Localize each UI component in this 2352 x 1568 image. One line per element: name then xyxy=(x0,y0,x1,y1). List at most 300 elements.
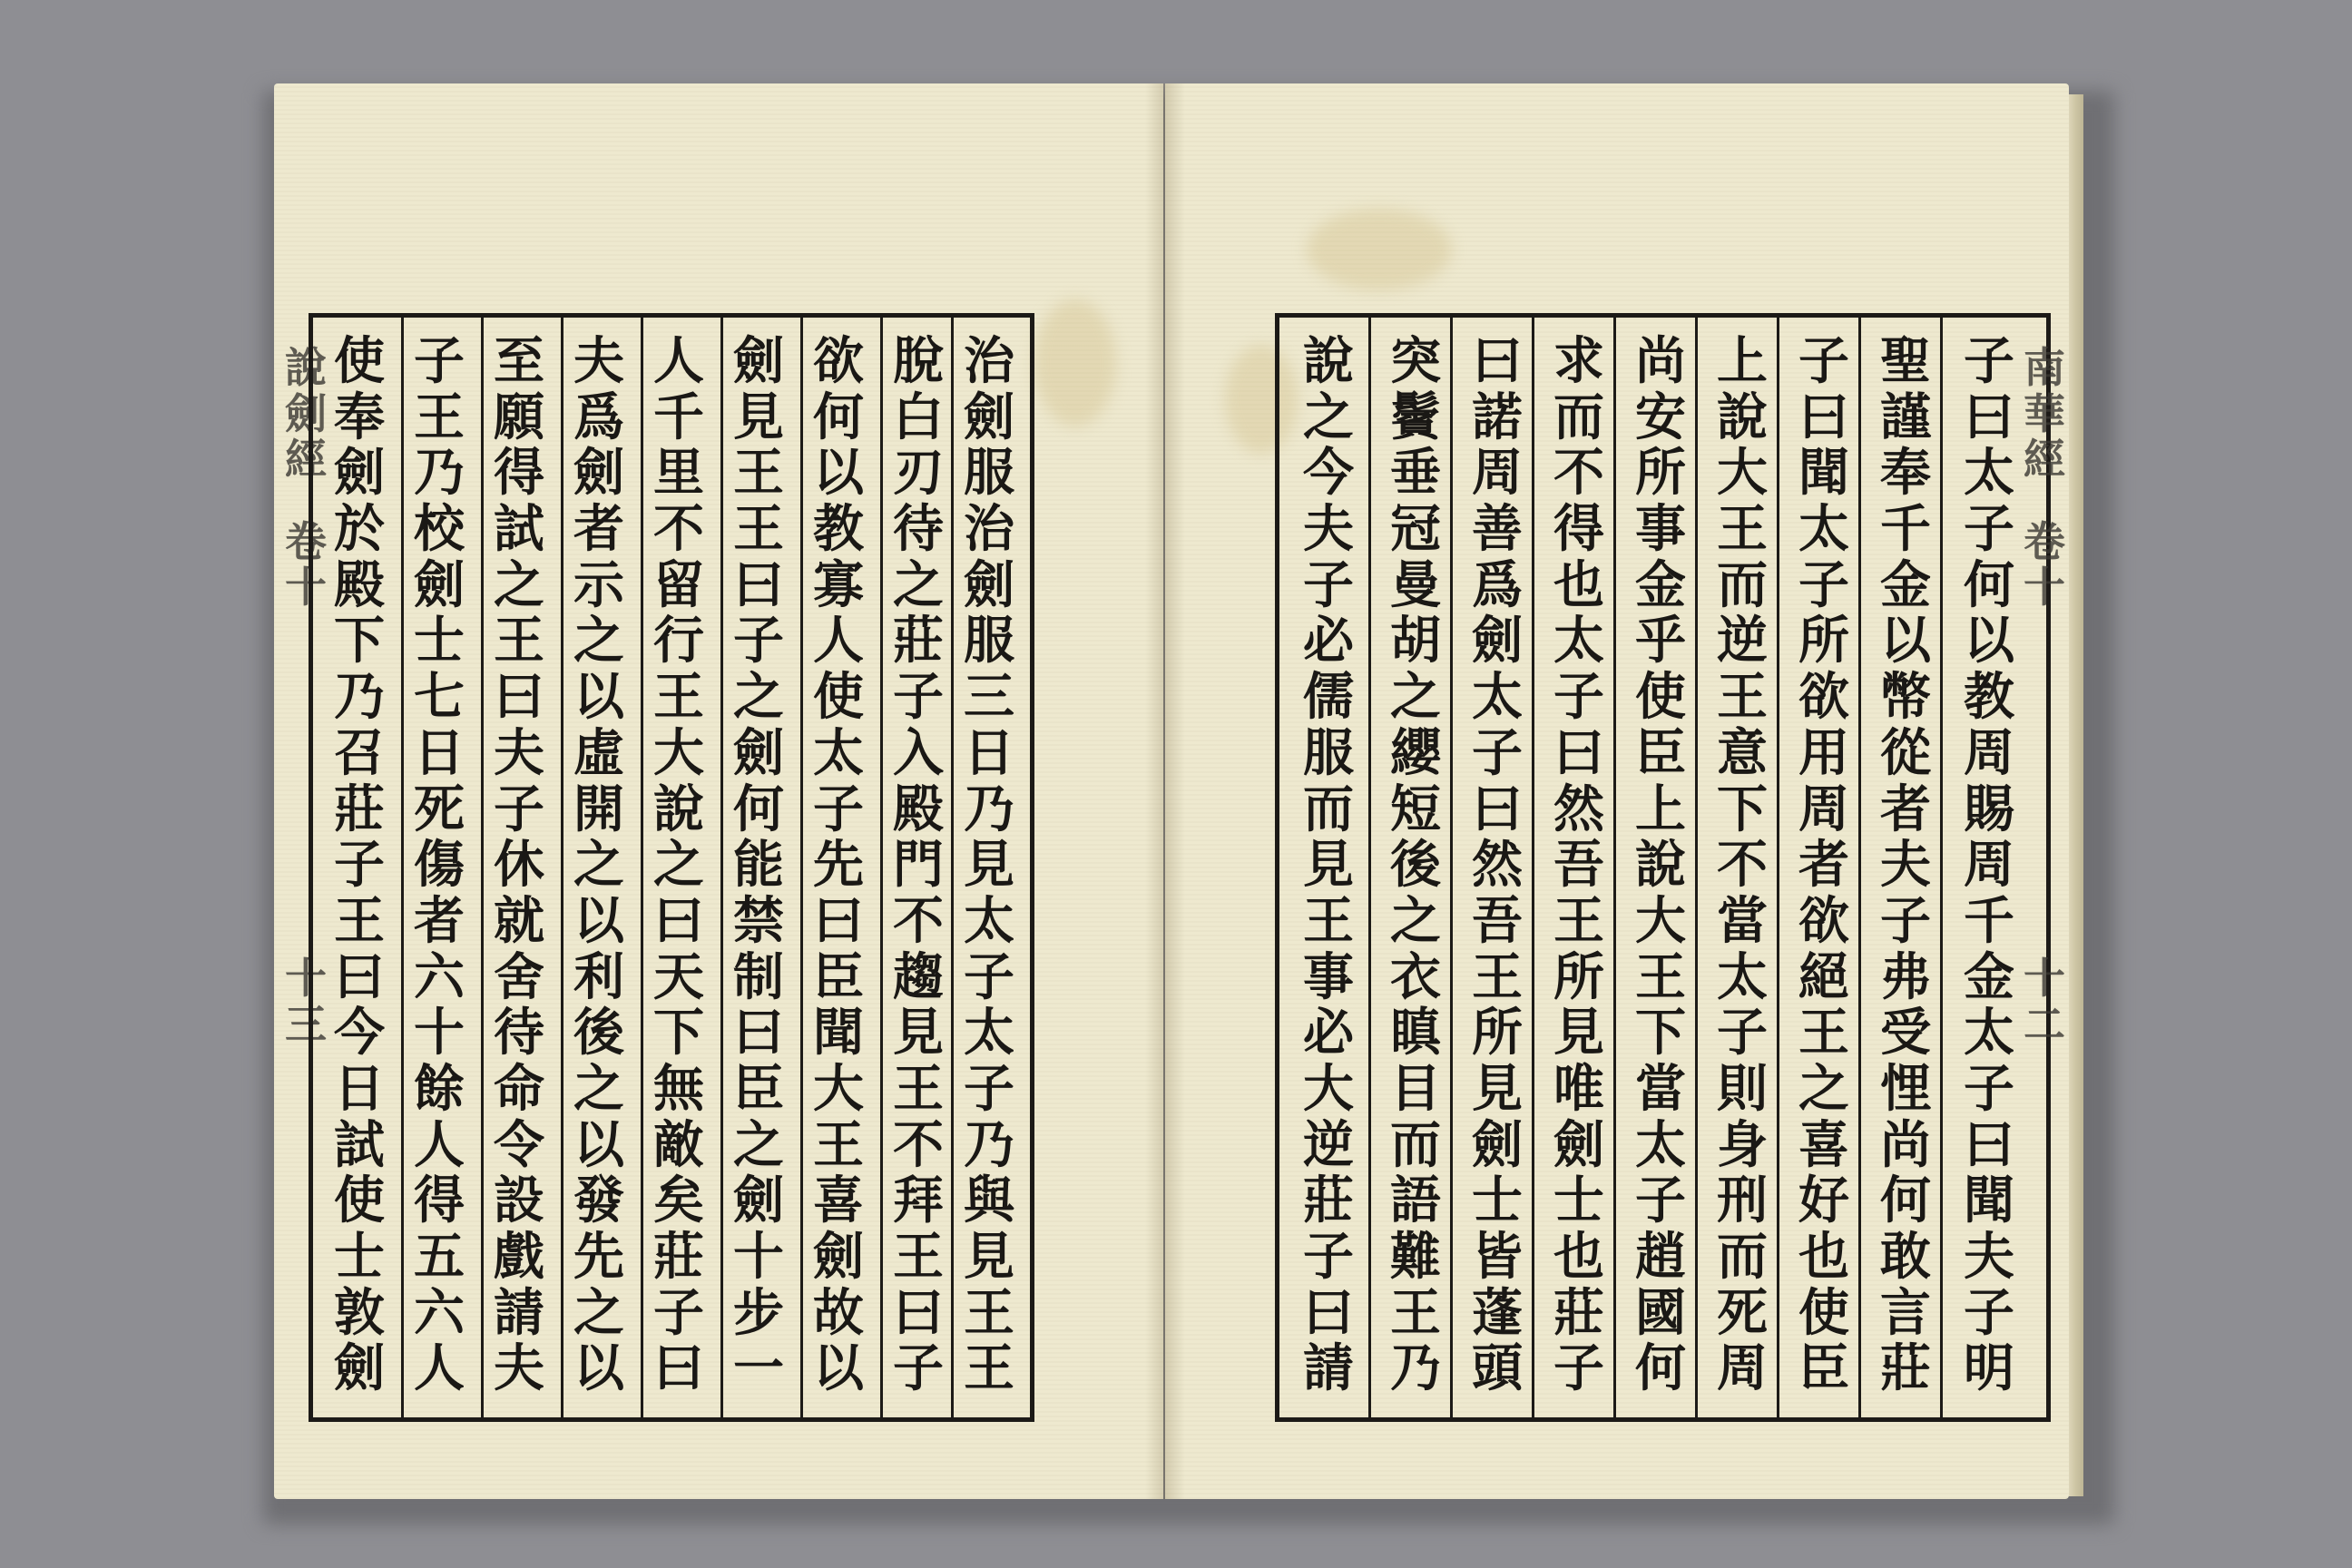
text-glyph: 制 xyxy=(733,946,784,1007)
text-glyph: 乃 xyxy=(964,1114,1014,1175)
text-glyph: 一 xyxy=(733,1338,784,1399)
text-glyph: 不 xyxy=(893,1114,944,1175)
text-glyph: 趨 xyxy=(893,946,944,1007)
text-glyph: 王 xyxy=(1635,946,1686,1007)
text-glyph: 士 xyxy=(1472,1171,1523,1231)
text-glyph: 突 xyxy=(1390,331,1441,391)
text-glyph: 說 xyxy=(1303,331,1354,391)
text-column xyxy=(325,331,394,1399)
text-glyph: 幣 xyxy=(1880,667,1931,728)
text-glyph: 夫 xyxy=(573,331,624,391)
text-glyph: 而 xyxy=(1303,779,1354,839)
column-rule xyxy=(1940,318,1943,1417)
text-glyph: 太 xyxy=(1472,667,1523,728)
text-glyph: 人 xyxy=(653,331,704,391)
text-column xyxy=(1789,331,1858,1399)
text-glyph: 用 xyxy=(1798,722,1849,783)
text-glyph: 見 xyxy=(1553,1003,1604,1063)
text-glyph: 劍 xyxy=(573,443,624,504)
text-glyph: 脫 xyxy=(893,331,944,391)
text-glyph: 好 xyxy=(1798,1171,1849,1231)
text-glyph: 何 xyxy=(1964,554,2014,615)
text-glyph: 曰 xyxy=(813,890,864,951)
column-rule xyxy=(1450,318,1453,1417)
text-glyph: 金 xyxy=(1964,946,2014,1007)
text-glyph: 垂 xyxy=(1390,443,1441,504)
text-glyph: 者 xyxy=(1880,779,1931,839)
text-glyph: 之 xyxy=(893,554,944,615)
text-glyph: 當 xyxy=(1717,890,1768,951)
text-column xyxy=(1626,331,1695,1399)
text-glyph: 入 xyxy=(893,722,944,783)
text-glyph: 之 xyxy=(1303,387,1354,447)
text-glyph: 莊 xyxy=(1880,1338,1931,1399)
text-glyph: 士 xyxy=(1553,1171,1604,1231)
text-glyph: 劍 xyxy=(964,554,1014,615)
text-glyph: 士 xyxy=(334,1227,385,1287)
text-glyph: 之 xyxy=(1390,667,1441,728)
text-glyph: 人 xyxy=(414,1338,465,1399)
text-glyph: 劍 xyxy=(813,1227,864,1287)
text-glyph: 曰 xyxy=(494,667,544,728)
text-column xyxy=(644,331,713,1399)
column-rule xyxy=(720,318,723,1417)
text-glyph: 乃 xyxy=(334,667,385,728)
text-glyph: 傷 xyxy=(414,835,465,896)
text-glyph: 爲 xyxy=(573,387,624,447)
text-glyph: 故 xyxy=(813,1282,864,1343)
text-glyph: 王 xyxy=(334,890,385,951)
column-rule xyxy=(641,318,643,1417)
text-glyph: 纓 xyxy=(1390,722,1441,783)
text-glyph: 太 xyxy=(964,1003,1014,1063)
text-glyph: 子 xyxy=(334,835,385,896)
column-rule xyxy=(561,318,564,1417)
text-column xyxy=(1955,331,2024,1399)
column-rule xyxy=(1613,318,1616,1417)
text-glyph: 劍 xyxy=(334,443,385,504)
text-glyph: 聖 xyxy=(1880,331,1931,391)
text-glyph: 待 xyxy=(494,1003,544,1063)
text-glyph: 敦 xyxy=(334,1282,385,1343)
text-glyph: 使 xyxy=(1635,667,1686,728)
text-glyph: 殿 xyxy=(893,779,944,839)
text-glyph: 而 xyxy=(1390,1114,1441,1175)
text-glyph: 而 xyxy=(1553,387,1604,447)
text-glyph: 下 xyxy=(1635,1003,1686,1063)
column-rule xyxy=(481,318,484,1417)
text-glyph: 曼 xyxy=(1390,554,1441,615)
text-glyph: 乎 xyxy=(1635,611,1686,671)
text-glyph: 子 xyxy=(1553,1338,1604,1399)
text-glyph: 六 xyxy=(414,1282,465,1343)
text-glyph: 以 xyxy=(813,1338,864,1399)
text-glyph: 試 xyxy=(334,1114,385,1175)
text-glyph: 門 xyxy=(893,835,944,896)
text-glyph: 者 xyxy=(414,890,465,951)
text-glyph: 王 xyxy=(1303,890,1354,951)
text-glyph: 莊 xyxy=(653,1227,704,1287)
text-glyph: 至 xyxy=(494,331,544,391)
text-glyph: 拜 xyxy=(893,1171,944,1231)
text-glyph: 王 xyxy=(893,1227,944,1287)
text-glyph: 子 xyxy=(893,667,944,728)
text-glyph: 頭 xyxy=(1472,1338,1523,1399)
text-glyph: 劍 xyxy=(733,331,784,391)
text-glyph: 以 xyxy=(573,667,624,728)
text-glyph: 曰 xyxy=(653,890,704,951)
text-glyph: 所 xyxy=(1553,946,1604,1007)
text-glyph: 何 xyxy=(1635,1338,1686,1399)
text-glyph: 利 xyxy=(573,946,624,1007)
left-text-frame xyxy=(309,313,1034,1422)
paper-stain xyxy=(1034,299,1116,426)
text-column xyxy=(1381,331,1450,1399)
text-glyph: 願 xyxy=(494,387,544,447)
text-glyph: 吾 xyxy=(1472,890,1523,951)
text-glyph: 王 xyxy=(964,1282,1014,1343)
text-glyph: 子 xyxy=(733,611,784,671)
text-glyph: 以 xyxy=(573,890,624,951)
text-glyph: 太 xyxy=(1964,1003,2014,1063)
text-glyph: 子 xyxy=(1635,1171,1686,1231)
text-glyph: 趙 xyxy=(1635,1227,1686,1287)
text-glyph: 敢 xyxy=(1880,1227,1931,1287)
text-column xyxy=(1544,331,1613,1399)
text-glyph: 使 xyxy=(813,667,864,728)
text-glyph: 曰 xyxy=(1553,722,1604,783)
text-column xyxy=(564,331,633,1399)
text-glyph: 與 xyxy=(964,1171,1014,1231)
text-glyph: 劍 xyxy=(1553,1114,1604,1175)
text-glyph: 六 xyxy=(414,946,465,1007)
text-glyph: 里 xyxy=(653,443,704,504)
text-glyph: 千 xyxy=(1964,890,2014,951)
column-rule xyxy=(1858,318,1861,1417)
text-glyph: 天 xyxy=(653,946,704,1007)
text-glyph: 寡 xyxy=(813,554,864,615)
text-glyph: 之 xyxy=(573,611,624,671)
text-glyph: 舍 xyxy=(494,946,544,1007)
text-glyph: 王 xyxy=(494,611,544,671)
text-glyph: 臣 xyxy=(733,1058,784,1119)
text-glyph: 以 xyxy=(573,1114,624,1175)
text-glyph: 金 xyxy=(1880,554,1931,615)
text-glyph: 劍 xyxy=(414,554,465,615)
text-glyph: 諾 xyxy=(1472,387,1523,447)
text-glyph: 欲 xyxy=(1798,890,1849,951)
text-glyph: 後 xyxy=(1390,835,1441,896)
text-glyph: 使 xyxy=(334,1171,385,1231)
text-glyph: 戲 xyxy=(494,1227,544,1287)
text-glyph: 王 xyxy=(813,1114,864,1175)
text-glyph: 不 xyxy=(893,890,944,951)
text-glyph: 爲 xyxy=(1472,554,1523,615)
text-glyph: 也 xyxy=(1798,1227,1849,1287)
text-glyph: 千 xyxy=(1880,499,1931,560)
text-glyph: 見 xyxy=(964,835,1014,896)
text-glyph: 求 xyxy=(1553,331,1604,391)
text-glyph: 吾 xyxy=(1553,835,1604,896)
text-glyph: 請 xyxy=(1303,1338,1354,1399)
text-glyph: 設 xyxy=(494,1171,544,1231)
text-glyph: 劍 xyxy=(733,722,784,783)
text-glyph: 子 xyxy=(1964,1282,2014,1343)
text-glyph: 曰 xyxy=(1798,387,1849,447)
text-glyph: 目 xyxy=(1390,1058,1441,1119)
text-glyph: 必 xyxy=(1303,611,1354,671)
text-column xyxy=(955,331,1024,1399)
column-rule xyxy=(1532,318,1534,1417)
text-glyph: 說 xyxy=(1635,835,1686,896)
text-glyph: 子 xyxy=(893,1338,944,1399)
text-glyph: 之 xyxy=(573,835,624,896)
text-glyph: 子 xyxy=(964,946,1014,1007)
text-glyph: 夫 xyxy=(494,1338,544,1399)
text-glyph: 事 xyxy=(1303,946,1354,1007)
text-glyph: 行 xyxy=(653,611,704,671)
text-column xyxy=(1871,331,1940,1399)
text-glyph: 服 xyxy=(1303,722,1354,783)
text-glyph: 步 xyxy=(733,1282,784,1343)
text-glyph: 王 xyxy=(1472,946,1523,1007)
text-glyph: 無 xyxy=(653,1058,704,1119)
text-glyph: 子 xyxy=(1880,890,1931,951)
text-glyph: 下 xyxy=(334,611,385,671)
text-glyph: 大 xyxy=(813,1058,864,1119)
text-glyph: 矣 xyxy=(653,1171,704,1231)
text-glyph: 之 xyxy=(653,835,704,896)
text-glyph: 不 xyxy=(1717,835,1768,896)
text-glyph: 今 xyxy=(1303,443,1354,504)
text-glyph: 夫 xyxy=(1303,499,1354,560)
text-glyph: 子 xyxy=(494,779,544,839)
text-glyph: 周 xyxy=(1717,1338,1768,1399)
text-glyph: 太 xyxy=(1635,1114,1686,1175)
text-glyph: 服 xyxy=(964,611,1014,671)
text-glyph: 衣 xyxy=(1390,946,1441,1007)
text-column xyxy=(1708,331,1777,1399)
text-glyph: 餘 xyxy=(414,1058,465,1119)
text-glyph: 臣 xyxy=(813,946,864,1007)
text-glyph: 治 xyxy=(964,499,1014,560)
text-glyph: 語 xyxy=(1390,1171,1441,1231)
text-glyph: 唯 xyxy=(1553,1058,1604,1119)
text-glyph: 刑 xyxy=(1717,1171,1768,1231)
text-glyph: 何 xyxy=(733,779,784,839)
text-glyph: 所 xyxy=(1472,1003,1523,1063)
text-glyph: 乃 xyxy=(1390,1338,1441,1399)
text-glyph: 善 xyxy=(1472,499,1523,560)
text-glyph: 意 xyxy=(1717,722,1768,783)
text-glyph: 請 xyxy=(494,1282,544,1343)
text-glyph: 休 xyxy=(494,835,544,896)
text-glyph: 事 xyxy=(1635,499,1686,560)
text-glyph: 太 xyxy=(813,722,864,783)
text-glyph: 之 xyxy=(733,667,784,728)
text-glyph: 必 xyxy=(1303,1003,1354,1063)
text-glyph: 子 xyxy=(1303,554,1354,615)
text-glyph: 日 xyxy=(334,1058,385,1119)
text-glyph: 逆 xyxy=(1717,611,1768,671)
text-glyph: 言 xyxy=(1880,1282,1931,1343)
text-glyph: 殿 xyxy=(334,554,385,615)
text-glyph: 禁 xyxy=(733,890,784,951)
text-glyph: 喜 xyxy=(1798,1114,1849,1175)
text-glyph: 胡 xyxy=(1390,611,1441,671)
text-glyph: 周 xyxy=(1472,443,1523,504)
text-glyph: 劍 xyxy=(334,1338,385,1399)
text-glyph: 太 xyxy=(1964,443,2014,504)
text-column xyxy=(884,331,953,1399)
text-glyph: 之 xyxy=(733,1114,784,1175)
left-margin-title: 說 劍 經 卷 十 十 三 xyxy=(285,343,327,1049)
text-glyph: 子 xyxy=(1964,499,2014,560)
text-glyph: 聞 xyxy=(1964,1171,2014,1231)
text-column xyxy=(804,331,873,1399)
text-glyph: 冠 xyxy=(1390,499,1441,560)
text-glyph: 夫 xyxy=(1964,1227,2014,1287)
text-glyph: 從 xyxy=(1880,722,1931,783)
text-glyph: 絕 xyxy=(1798,946,1849,1007)
text-column xyxy=(1463,331,1532,1399)
text-glyph: 欲 xyxy=(813,331,864,391)
text-glyph: 三 xyxy=(964,667,1014,728)
text-glyph: 尚 xyxy=(1880,1114,1931,1175)
text-glyph: 使 xyxy=(334,331,385,391)
text-glyph: 以 xyxy=(1880,611,1931,671)
text-glyph: 奉 xyxy=(1880,443,1931,504)
text-glyph: 劍 xyxy=(964,387,1014,447)
text-glyph: 而 xyxy=(1717,554,1768,615)
text-glyph: 子 xyxy=(1798,331,1849,391)
text-glyph: 大 xyxy=(1303,1058,1354,1119)
text-glyph: 士 xyxy=(414,611,465,671)
text-glyph: 之 xyxy=(1798,1058,1849,1119)
column-rule xyxy=(800,318,803,1417)
text-glyph: 見 xyxy=(893,1003,944,1063)
right-text-frame xyxy=(1275,313,2051,1422)
text-glyph: 以 xyxy=(573,1338,624,1399)
text-glyph: 下 xyxy=(653,1003,704,1063)
text-glyph: 召 xyxy=(334,722,385,783)
text-glyph: 教 xyxy=(813,499,864,560)
text-glyph: 王 xyxy=(1798,1003,1849,1063)
page-edge xyxy=(2069,94,2083,1496)
text-glyph: 逆 xyxy=(1303,1114,1354,1175)
text-glyph: 鬢 xyxy=(1390,387,1441,447)
text-glyph: 乃 xyxy=(414,443,465,504)
text-glyph: 見 xyxy=(733,387,784,447)
text-glyph: 開 xyxy=(573,779,624,839)
text-glyph: 王 xyxy=(733,499,784,560)
text-glyph: 之 xyxy=(573,1058,624,1119)
text-glyph: 人 xyxy=(414,1114,465,1175)
text-glyph: 喜 xyxy=(813,1171,864,1231)
text-glyph: 奉 xyxy=(334,387,385,447)
text-glyph: 曰 xyxy=(893,1282,944,1343)
text-glyph: 明 xyxy=(1964,1338,2014,1399)
text-glyph: 皆 xyxy=(1472,1227,1523,1287)
text-glyph: 臣 xyxy=(1635,722,1686,783)
text-glyph: 曰 xyxy=(1472,331,1523,391)
text-glyph: 先 xyxy=(813,835,864,896)
text-glyph: 安 xyxy=(1635,387,1686,447)
paper-stain xyxy=(1307,209,1452,290)
text-glyph: 後 xyxy=(573,1003,624,1063)
text-glyph: 教 xyxy=(1964,667,2014,728)
text-glyph: 大 xyxy=(1635,890,1686,951)
text-glyph: 則 xyxy=(1717,1058,1768,1119)
text-glyph: 太 xyxy=(1553,611,1604,671)
text-glyph: 大 xyxy=(1717,443,1768,504)
text-glyph: 太 xyxy=(1798,499,1849,560)
text-glyph: 子 xyxy=(1964,1058,2014,1119)
text-glyph: 曰 xyxy=(1303,1282,1354,1343)
text-glyph: 王 xyxy=(964,1338,1014,1399)
text-glyph: 乃 xyxy=(964,779,1014,839)
text-glyph: 蓬 xyxy=(1472,1282,1523,1343)
text-glyph: 身 xyxy=(1717,1114,1768,1175)
text-glyph: 聞 xyxy=(1798,443,1849,504)
text-glyph: 莊 xyxy=(334,779,385,839)
text-glyph: 發 xyxy=(573,1171,624,1231)
text-glyph: 謹 xyxy=(1880,387,1931,447)
text-glyph: 王 xyxy=(893,1058,944,1119)
text-glyph: 短 xyxy=(1390,779,1441,839)
text-glyph: 莊 xyxy=(1303,1171,1354,1231)
text-glyph: 何 xyxy=(1880,1171,1931,1231)
text-glyph: 所 xyxy=(1635,443,1686,504)
text-glyph: 夫 xyxy=(494,722,544,783)
text-glyph: 子 xyxy=(414,331,465,391)
text-glyph: 虛 xyxy=(573,722,624,783)
text-glyph: 得 xyxy=(1553,499,1604,560)
text-glyph: 子 xyxy=(964,1058,1014,1119)
text-glyph: 劍 xyxy=(733,1171,784,1231)
text-glyph: 周 xyxy=(1964,722,2014,783)
text-glyph: 太 xyxy=(1717,946,1768,1007)
text-glyph: 子 xyxy=(1717,1003,1768,1063)
text-glyph: 子 xyxy=(1472,722,1523,783)
text-glyph: 七 xyxy=(414,667,465,728)
text-glyph: 刃 xyxy=(893,443,944,504)
text-glyph: 周 xyxy=(1964,835,2014,896)
text-glyph: 欲 xyxy=(1798,667,1849,728)
text-glyph: 當 xyxy=(1635,1058,1686,1119)
text-glyph: 見 xyxy=(964,1227,1014,1287)
text-glyph: 國 xyxy=(1635,1282,1686,1343)
text-glyph: 示 xyxy=(573,554,624,615)
text-glyph: 金 xyxy=(1635,554,1686,615)
text-glyph: 命 xyxy=(494,1058,544,1119)
text-column xyxy=(724,331,793,1399)
text-glyph: 日 xyxy=(964,722,1014,783)
text-glyph: 也 xyxy=(1553,1227,1604,1287)
right-margin-title: 南 華 經 卷 十 十 二 xyxy=(2024,343,2065,1049)
text-glyph: 曰 xyxy=(1964,1114,2014,1175)
text-glyph: 以 xyxy=(813,443,864,504)
text-glyph: 敵 xyxy=(653,1114,704,1175)
text-glyph: 曰 xyxy=(733,1003,784,1063)
text-glyph: 五 xyxy=(414,1227,465,1287)
text-glyph: 以 xyxy=(1964,611,2014,671)
text-glyph: 周 xyxy=(1798,779,1849,839)
text-glyph: 曰 xyxy=(1964,387,2014,447)
text-glyph: 白 xyxy=(893,387,944,447)
text-glyph: 上 xyxy=(1635,779,1686,839)
text-glyph: 就 xyxy=(494,890,544,951)
